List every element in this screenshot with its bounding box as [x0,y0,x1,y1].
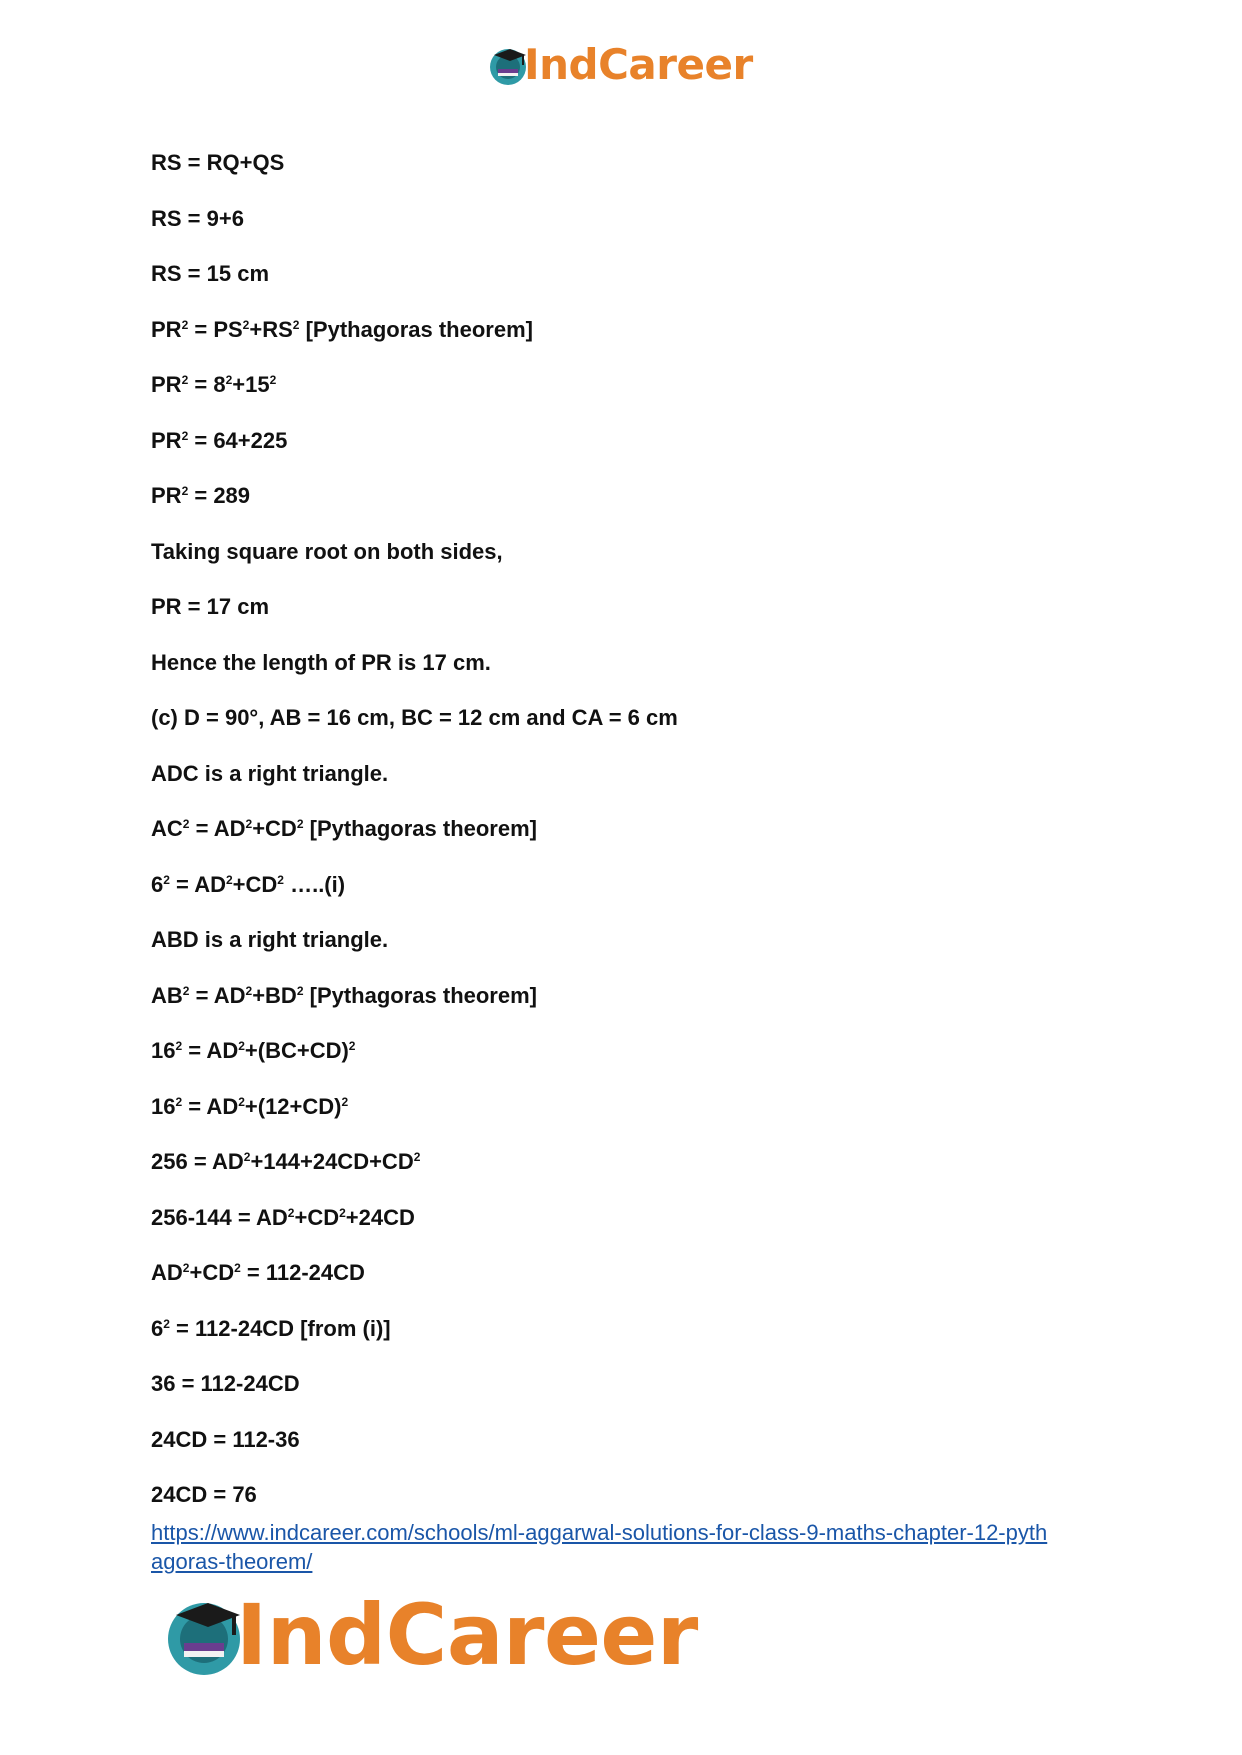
line-text: +CD [232,871,278,897]
superscript: 2 [175,1094,183,1109]
solution-line [151,1094,348,1120]
line-text: = 8 [188,372,226,397]
superscript: 2 [238,1039,245,1053]
line-text: 16 [151,1093,176,1119]
superscript: 2 [181,373,189,387]
line-text: [Pythagoras theorem] [303,816,537,841]
header-logo [486,40,753,90]
solution-line [151,705,678,731]
line-text: 6 [151,871,164,897]
source-link-line-2[interactable]: agoras-theorem/ [151,1549,313,1574]
line-text: 256-144 = AD [151,1204,288,1230]
solution-line [151,650,491,676]
superscript: 2 [243,1150,251,1164]
superscript: 2 [181,484,189,498]
solution-line [151,816,537,842]
solution-line [151,206,244,232]
superscript: 2 [163,872,170,887]
solution-line [151,1205,415,1231]
solution-line [151,872,345,898]
line-text: = 112-24CD [from (i)] [169,1315,391,1341]
line-text: = AD [169,871,226,897]
solution-line [151,1149,420,1175]
line-text: = 64+225 [188,427,288,453]
line-text: AB [151,982,183,1008]
line-text: +BD [252,982,297,1008]
superscript: 2 [269,373,277,387]
line-text: (c) D = 90°, AB = 16 cm, BC = 12 cm and CA = 6 cm [151,705,678,730]
superscript: 2 [296,983,304,998]
line-text: +(BC+CD) [244,1038,349,1063]
line-text: RS = RQ+QS [151,150,285,175]
superscript: 2 [339,1205,346,1220]
line-text: +CD [189,1260,235,1285]
solution-line [151,1038,355,1064]
superscript: 2 [163,1316,170,1331]
line-text: ADC is a right triangle. [151,760,389,786]
superscript: 2 [287,1205,295,1220]
line-text: PR [151,316,182,342]
line-text: RS = 9+6 [151,205,244,231]
superscript: 2 [292,317,300,332]
line-text: = 112-24CD [240,1260,365,1285]
line-text: ABD is a right triangle. [151,927,389,952]
superscript: 2 [238,1094,245,1109]
line-text: RS = 15 cm [151,261,270,286]
line-text: = AD [189,982,246,1008]
line-text: 24CD = 112-36 [151,1426,300,1452]
line-text: +CD [294,1204,340,1230]
solution-line [151,927,388,953]
solution-line [151,1316,391,1342]
solution-line [151,150,284,176]
line-text: PR [151,427,182,453]
line-text: 24CD = 76 [151,1482,257,1507]
superscript: 2 [182,817,190,831]
line-text: 6 [151,1315,164,1341]
line-text: 16 [151,1038,176,1063]
superscript: 2 [182,1261,190,1275]
superscript: 2 [181,317,189,332]
solution-line [151,983,537,1009]
line-text: 256 = AD [151,1149,244,1174]
brand-name-footer: IndCareer [236,1586,698,1684]
superscript: 2 [245,983,253,998]
line-text: +24CD [345,1204,415,1230]
solution-line [151,372,276,398]
line-text: = 289 [188,483,251,508]
line-text: PR [151,372,182,397]
line-text: PR = 17 cm [151,594,270,619]
line-text: Hence the length of PR is 17 cm. [151,649,491,675]
solution-line [151,317,533,343]
superscript: 2 [182,983,190,998]
line-text: PR [151,483,182,508]
line-text: +15 [232,372,270,397]
superscript: 2 [348,1039,356,1053]
superscript: 2 [277,872,284,887]
superscript: 2 [181,428,189,443]
superscript: 2 [245,817,253,831]
line-text: = AD [189,816,246,841]
line-text: …..(i) [283,871,346,897]
superscript: 2 [296,817,304,831]
superscript: 2 [225,373,233,387]
line-text: +CD [252,816,297,841]
line-text: +(12+CD) [244,1093,342,1119]
footer-logo [160,1585,698,1685]
line-text: AD [151,1260,183,1285]
line-text: AC [151,816,183,841]
brand-name: IndCareer [524,40,753,89]
line-text: = AD [182,1038,239,1063]
superscript: 2 [341,1094,349,1109]
superscript: 2 [225,872,233,887]
source-link-line-1[interactable]: https://www.indcareer.com/schools/ml-aggarwal-solutions-for-class-9-maths-chapter-12-pyth [151,1520,1048,1545]
solution-line [151,428,287,454]
solution-line [151,261,269,287]
solution-line [151,761,388,787]
superscript: 2 [413,1150,421,1164]
superscript: 2 [234,1261,241,1275]
solution-line [151,1371,300,1397]
line-text: [Pythagoras theorem] [299,316,533,342]
line-text: 36 = 112-24CD [151,1371,300,1396]
solution-line [151,1482,257,1508]
solution-line [151,1427,300,1453]
source-link[interactable] [151,1518,1111,1576]
superscript: 2 [175,1039,183,1053]
graduation-cap-book-icon [160,1591,248,1679]
solution-line [151,483,250,509]
line-text: = PS [188,316,243,342]
line-text: Taking square root on both sides, [151,538,503,564]
solution-line [151,594,269,620]
line-text: = AD [182,1093,239,1119]
line-text: +144+24CD+CD [250,1149,414,1174]
solution-line [151,539,503,565]
line-text: +RS [249,316,293,342]
line-text: [Pythagoras theorem] [303,982,537,1008]
superscript: 2 [242,317,250,332]
solution-line [151,1260,365,1286]
